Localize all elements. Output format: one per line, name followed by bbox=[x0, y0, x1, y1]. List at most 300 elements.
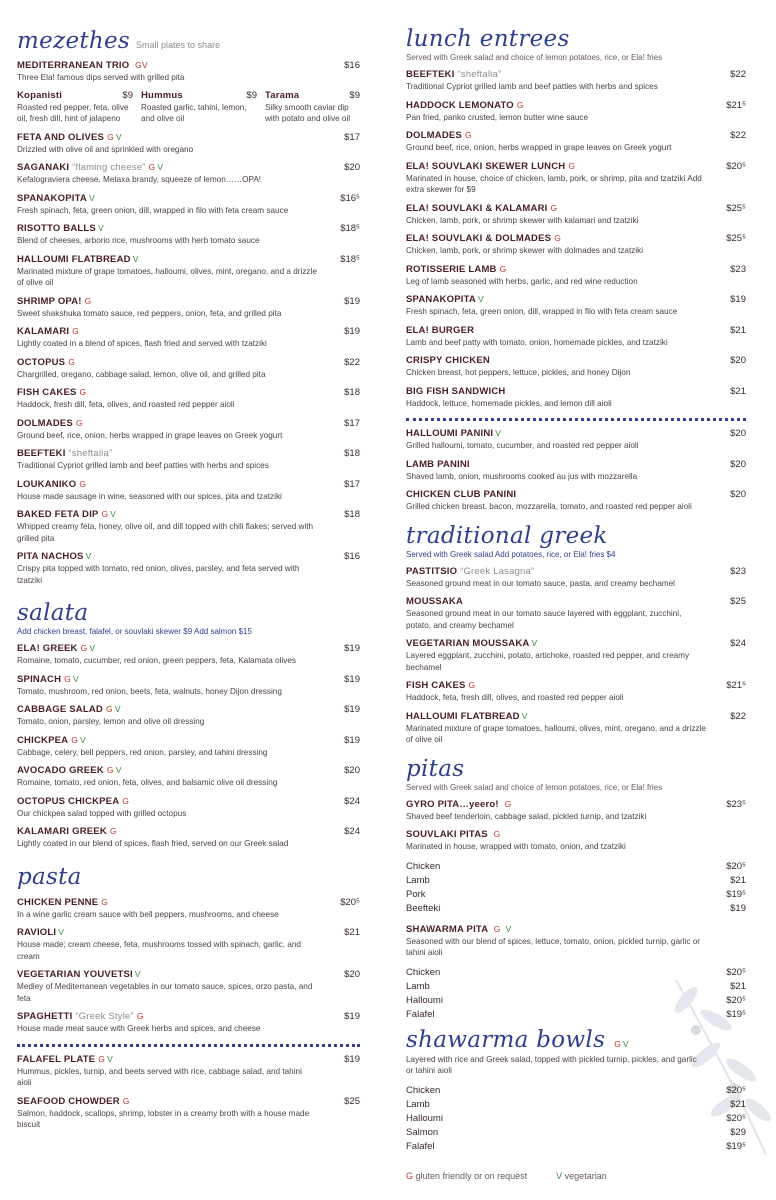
section-title: salata bbox=[17, 600, 89, 626]
item-description: House made sausage in wine, seasoned with our spices, pita and tzatziki bbox=[17, 491, 282, 501]
menu-item bbox=[17, 897, 360, 921]
item-name-row bbox=[17, 479, 360, 490]
gluten-badge: G bbox=[109, 826, 117, 836]
section-title: pitas bbox=[406, 755, 465, 782]
item-name-row bbox=[17, 509, 360, 520]
lunch-note: Served with Greek salad and choice of lemon potatoes, rice, or Ela! fries bbox=[406, 53, 663, 62]
option-price: $21 bbox=[730, 980, 746, 992]
vegetarian-badge: V bbox=[495, 428, 502, 438]
item-name: CHICKEN CLUB PANINI bbox=[406, 489, 517, 500]
item-name-row bbox=[17, 735, 360, 746]
item-name-row bbox=[17, 927, 360, 938]
menu-item bbox=[406, 711, 746, 746]
item-price: $24 bbox=[344, 826, 360, 837]
item-description: Lightly coated in a blend of spices, flash fried and served with tzatziki bbox=[17, 339, 267, 348]
item-description: Fresh spinach, feta, green onion, dill, wrapped in filo with feta cream sauce bbox=[17, 205, 289, 215]
item-name: BEEFTEKI bbox=[406, 69, 455, 80]
item-price: $20⁵ bbox=[726, 160, 746, 172]
vegetarian-badge: V bbox=[157, 162, 164, 172]
item-description: Chicken, lamb, pork, or shrimp skewer with kalamari and tzatziki bbox=[406, 215, 639, 225]
option-row bbox=[406, 903, 746, 917]
item-name-row bbox=[406, 69, 746, 80]
item-name-row bbox=[17, 674, 360, 685]
item-price: $22 bbox=[730, 130, 746, 141]
bowls-description: Layered with rice and Greek salad, topped with pickled turnip, pickles, and garlic or tahini aioli bbox=[406, 1054, 697, 1075]
vegetarian-badge: V bbox=[132, 253, 139, 264]
menu-item-shawarma-pita bbox=[406, 924, 746, 959]
item-description: House made meat sauce with Greek herbs and spices, and cheese bbox=[17, 1024, 261, 1033]
vegetarian-badge: V bbox=[107, 1053, 113, 1064]
item-name-row bbox=[406, 233, 746, 244]
gluten-badge: G bbox=[79, 478, 87, 489]
item-name-row bbox=[17, 1054, 360, 1065]
menu-item bbox=[17, 735, 360, 759]
option-row bbox=[406, 889, 746, 903]
item-description: Pan fried, panko crusted, lemon butter wine sauce bbox=[406, 112, 589, 122]
item-name-row bbox=[17, 765, 360, 776]
option-label: Lamb bbox=[406, 874, 430, 886]
item-description: Medley of Mediterranean vegetables in our tomato sauce, spices, orzo pasta, and feta bbox=[17, 982, 313, 1003]
section-title: lunch entrees bbox=[406, 26, 570, 52]
item-name: SHRIMP OPA! bbox=[17, 295, 82, 307]
item-name-row bbox=[406, 130, 746, 141]
item-name: VEGETARIAN MOUSSAKA bbox=[406, 638, 530, 649]
option-row bbox=[406, 1113, 746, 1127]
item-subtitle: “Greek Style” bbox=[75, 1011, 134, 1022]
item-name-row bbox=[406, 638, 746, 649]
menu-item bbox=[406, 203, 746, 227]
pitas-header bbox=[406, 756, 746, 782]
menu-item bbox=[17, 969, 360, 1004]
item-name-row bbox=[17, 826, 360, 837]
item-name: FALAFEL PLATE bbox=[17, 1053, 96, 1065]
option-price: $19⁵ bbox=[726, 1140, 746, 1152]
item-name-row bbox=[17, 254, 360, 265]
menu-item bbox=[17, 509, 360, 544]
dip-tarama bbox=[265, 90, 360, 125]
item-description: Haddock, lettuce, homemade pickles, and lemon dill aioli bbox=[406, 398, 612, 408]
option-row bbox=[406, 995, 746, 1009]
item-price: $19 bbox=[344, 1053, 360, 1065]
menu-item bbox=[406, 161, 746, 196]
gluten-badge: G bbox=[148, 162, 156, 172]
item-name: SEAFOOD CHOWDER bbox=[17, 1095, 120, 1107]
option-price: $21 bbox=[730, 1098, 746, 1110]
item-price: $19 bbox=[344, 326, 360, 337]
option-label: Pork bbox=[406, 888, 426, 900]
item-price: $25⁵ bbox=[726, 202, 746, 214]
menu-item bbox=[17, 551, 360, 586]
gluten-badge: G bbox=[79, 387, 87, 397]
item-description: Grilled chicken breast, bacon, mozzarella, tomato, and roasted red pepper aioli bbox=[406, 502, 692, 511]
item-name: VEGETARIAN YOUVETSI bbox=[17, 969, 133, 980]
item-description: Chargrilled, oregano, cabbage salad, lemon, olive oil, and grilled pita bbox=[17, 369, 266, 379]
dip-description: Roasted garlic, tahini, lemon, and olive oil bbox=[141, 102, 247, 123]
option-price: $19⁵ bbox=[726, 1008, 746, 1020]
gluten-badge: G bbox=[614, 1038, 621, 1049]
dip-hummus bbox=[141, 90, 265, 125]
item-description: Tomato, mushroom, red onion, beets, feta, walnuts, honey Dijon dressing bbox=[17, 686, 282, 696]
item-price: $21 bbox=[730, 324, 746, 336]
item-description: Marinated in house, wrapped with tomato, onion, and tzatziki bbox=[406, 842, 626, 851]
option-label: Falafel bbox=[406, 1008, 435, 1020]
option-row bbox=[406, 1085, 746, 1099]
item-name-row bbox=[17, 132, 360, 143]
item-name: RAVIOLI bbox=[17, 927, 57, 938]
item-name: DOLMADES bbox=[17, 417, 73, 429]
section-divider bbox=[17, 1044, 360, 1047]
vegetarian-badge: V bbox=[521, 710, 528, 721]
item-price: $23⁵ bbox=[726, 798, 746, 810]
option-row bbox=[406, 981, 746, 995]
shawarma-options bbox=[406, 967, 746, 1023]
option-row bbox=[406, 875, 746, 889]
item-description: Lamb and beef patty with tomato, onion, homemade pickles, and tzatziki bbox=[406, 337, 668, 347]
menu-item bbox=[406, 596, 746, 631]
menu-item bbox=[17, 387, 360, 411]
item-name-row bbox=[406, 596, 746, 607]
option-row bbox=[406, 967, 746, 981]
item-name-row bbox=[17, 162, 360, 173]
item-price: $20 bbox=[730, 355, 746, 366]
item-description: Layered eggplant, zucchini, potato, artichoke, roasted red pepper, and creamy bechamel bbox=[406, 651, 690, 672]
menu-item-souvlaki-pitas bbox=[406, 829, 746, 853]
option-label: Falafel bbox=[406, 1140, 435, 1152]
option-price: $19 bbox=[730, 902, 746, 914]
item-description: Marinated mixture of grape tomatoes, halloumi, olives, mint, oregano, and a drizzle of olive oil bbox=[406, 723, 706, 744]
gluten-badge: G bbox=[493, 829, 501, 839]
dip-price: $9 bbox=[246, 89, 257, 101]
item-name-row bbox=[406, 566, 746, 577]
menu-item-gyro-pita bbox=[406, 799, 746, 823]
item-description: Seasoned ground meat in our tomato sauce, pasta, and creamy bechamel bbox=[406, 578, 675, 588]
menu-item bbox=[17, 418, 360, 442]
gluten-legend-label: gluten friendly or on request bbox=[415, 1171, 528, 1181]
gluten-badge: G bbox=[493, 923, 501, 934]
traditional-list bbox=[406, 566, 746, 746]
option-row bbox=[406, 861, 746, 875]
menu-item bbox=[406, 264, 746, 288]
item-price: $18⁵ bbox=[340, 253, 360, 265]
gluten-badge: G bbox=[106, 765, 114, 775]
menu-item bbox=[17, 796, 360, 820]
item-price: $19 bbox=[344, 673, 360, 685]
item-name: KALAMARI bbox=[17, 326, 70, 337]
item-price: $21⁵ bbox=[726, 99, 746, 111]
dip-name: Kopanisti bbox=[17, 89, 63, 101]
item-description: Leg of lamb seasoned with herbs, garlic, and red wine reduction bbox=[406, 276, 638, 286]
menu-item bbox=[17, 296, 360, 320]
item-price: $22 bbox=[730, 710, 746, 722]
item-subtitle: “sheftalia” bbox=[68, 448, 113, 459]
item-price: $18⁵ bbox=[340, 223, 360, 234]
option-price: $29 bbox=[730, 1126, 746, 1138]
item-name: LOUKANIKO bbox=[17, 478, 77, 490]
item-name: MOUSSAKA bbox=[406, 596, 464, 607]
menu-item bbox=[17, 193, 360, 217]
option-row bbox=[406, 1009, 746, 1023]
item-description: Traditional Cypriot grilled lamb and beef patties with herbs and spices bbox=[17, 461, 269, 470]
item-price: $25⁵ bbox=[726, 233, 746, 244]
item-description: Seasoned ground meat in our tomato sauce layered with eggplant, zucchini, potato, and creamy bechamel bbox=[406, 609, 682, 630]
gluten-legend-mark: G bbox=[406, 1171, 414, 1181]
menu-item bbox=[17, 162, 360, 186]
menu-item-mediterranean-trio bbox=[17, 60, 360, 125]
gluten-badge: G bbox=[98, 1053, 106, 1064]
item-price: $25 bbox=[344, 1095, 360, 1107]
item-name-row bbox=[406, 325, 746, 336]
item-description: Our chickpea salad topped with grilled octopus bbox=[17, 808, 187, 818]
item-price: $18 bbox=[344, 509, 360, 520]
item-name: LAMB PANINI bbox=[406, 458, 470, 470]
item-price: $17 bbox=[344, 478, 360, 490]
item-description: Traditional Cypriot grilled lamb and beef patties with herbs and spices bbox=[406, 82, 658, 91]
item-name-row bbox=[17, 296, 360, 307]
option-label: Chicken bbox=[406, 966, 441, 978]
salata-header bbox=[17, 600, 360, 626]
item-name: SPANAKOPITA bbox=[406, 294, 476, 305]
item-name-row bbox=[406, 386, 746, 397]
menu-item bbox=[406, 566, 746, 590]
item-name: OCTOPUS CHICKPEA bbox=[17, 795, 120, 807]
item-name: AVOCADO GREEK bbox=[17, 765, 104, 776]
item-price: $17 bbox=[344, 131, 360, 143]
gluten-badge: G bbox=[499, 263, 507, 274]
item-name: ELA! SOUVLAKI & DOLMADES bbox=[406, 233, 552, 244]
item-name-row bbox=[406, 680, 746, 691]
menu-item bbox=[17, 927, 360, 962]
gluten-badge: G bbox=[71, 734, 79, 745]
menu-item bbox=[406, 680, 746, 704]
item-name: BIG FISH SANDWICH bbox=[406, 385, 506, 397]
dip-name: Tarama bbox=[265, 89, 300, 101]
item-description: Salmon, haddock, scallops, shrimp, lobster in a creamy broth with a house made biscuit bbox=[17, 1108, 310, 1129]
item-description: Romaine, tomato, red onion, feta, olives, and balsamic olive oil dressing bbox=[17, 778, 278, 787]
gluten-badge: G bbox=[107, 131, 114, 142]
dip-description: Silky smooth caviar dip with potato and olive oil bbox=[265, 102, 351, 123]
option-price: $19⁵ bbox=[726, 888, 746, 900]
pasta-extras-list bbox=[17, 1054, 360, 1131]
item-description: Kefalograviera cheese, Metaxa brandy, squeeze of lemon……OPA! bbox=[17, 175, 262, 184]
item-price: $20 bbox=[344, 969, 360, 980]
vegetarian-badge: V bbox=[85, 551, 92, 561]
option-price: $20⁵ bbox=[726, 1112, 746, 1124]
item-price: $23 bbox=[730, 565, 746, 577]
item-name-row bbox=[17, 223, 360, 234]
menu-item bbox=[17, 704, 360, 728]
gluten-badge: G bbox=[568, 160, 576, 171]
item-name-row bbox=[406, 489, 746, 500]
menu-item bbox=[17, 326, 360, 350]
option-label: Chicken bbox=[406, 860, 441, 872]
item-price: $16 bbox=[344, 551, 360, 562]
pasta-list bbox=[17, 897, 360, 1035]
item-description: Grilled halloumi, tomato, cucumber, and roasted red pepper aioli bbox=[406, 441, 639, 450]
item-description: Romaine, tomato, cucumber, red onion, green peppers, feta, Kalamata olives bbox=[17, 656, 296, 665]
item-price: $19 bbox=[344, 704, 360, 715]
menu-item bbox=[17, 1096, 360, 1131]
item-description: Shaved lamb, onion, mushrooms cooked au jus with mozzarella bbox=[406, 471, 638, 481]
menu-item bbox=[17, 1011, 360, 1035]
item-name-row bbox=[406, 355, 746, 366]
item-price: $21 bbox=[730, 385, 746, 397]
item-name: HALLOUMI FLATBREAD bbox=[406, 710, 520, 722]
vegetarian-badge: V bbox=[622, 1038, 629, 1049]
vegetarian-badge: V bbox=[134, 969, 141, 979]
item-description: Crispy pita topped with tomato, red onion, olives, parsley, and feta served with tzatziki bbox=[17, 564, 300, 585]
bowls-options bbox=[406, 1085, 746, 1155]
vegetarian-badge: V bbox=[477, 294, 484, 304]
item-price: $19 bbox=[344, 734, 360, 746]
item-description: Chicken breast, hot peppers, lettuce, pickles, and honey Dijon bbox=[406, 368, 631, 377]
item-name-row bbox=[406, 459, 746, 470]
item-name: DOLMADES bbox=[406, 130, 462, 141]
option-row bbox=[406, 1141, 746, 1155]
pitas-note: Served with Greek salad and choice of lemon potatoes, rice, or Ela! fries bbox=[406, 782, 663, 792]
gluten-badge: G bbox=[68, 356, 76, 367]
menu-item bbox=[406, 294, 746, 318]
vegetarian-legend-mark: V bbox=[556, 1171, 563, 1181]
gluten-badge: G bbox=[554, 233, 562, 243]
lunch-list bbox=[406, 69, 746, 409]
vegetarian-legend-label: vegetarian bbox=[564, 1171, 607, 1181]
item-description: Chicken, lamb, pork, or shrimp skewer with dolmades and tzatziki bbox=[406, 246, 644, 255]
gluten-badge: G bbox=[106, 704, 113, 714]
item-price: $17 bbox=[344, 417, 360, 429]
menu-item bbox=[406, 325, 746, 349]
item-price: $20 bbox=[344, 765, 360, 776]
item-subtitle: “flaming cheese” bbox=[72, 162, 146, 173]
item-price: $22 bbox=[730, 69, 746, 80]
section-divider bbox=[406, 418, 746, 421]
item-name-row bbox=[17, 1011, 360, 1022]
item-name: ELA! SOUVLAKI SKEWER LUNCH bbox=[406, 160, 566, 172]
item-name-row bbox=[17, 796, 360, 807]
item-price: $16⁵ bbox=[340, 192, 360, 204]
item-price: $21⁵ bbox=[726, 680, 746, 691]
item-name: ELA! BURGER bbox=[406, 324, 475, 336]
menu-item bbox=[17, 479, 360, 503]
item-name-row bbox=[17, 969, 360, 980]
item-description: Haddock, fresh dill, feta, olives, and roasted red pepper aioli bbox=[17, 400, 235, 409]
vegetarian-badge: V bbox=[531, 638, 538, 648]
option-label: Salmon bbox=[406, 1126, 439, 1138]
right-column bbox=[406, 0, 746, 1155]
trio-dips bbox=[17, 90, 360, 125]
item-name-row bbox=[17, 448, 360, 459]
item-name-row bbox=[406, 294, 746, 305]
item-description: Haddock, feta, fresh dill, olives, and roasted red pepper aioli bbox=[406, 693, 624, 702]
gluten-badge: G bbox=[72, 326, 80, 336]
item-description: Marinated in house, choice of chicken, lamb, pork, or shrimp, pita and tzatziki Add extra skewer for $9 bbox=[406, 173, 702, 194]
section-title: shawarma bowls bbox=[406, 1026, 606, 1053]
item-price: $18 bbox=[344, 448, 360, 459]
item-description: Cabbage, celery, bell peppers, red onion, parsley, and tahini dressing bbox=[17, 747, 268, 757]
item-name-row bbox=[406, 203, 746, 214]
gluten-badge: G bbox=[504, 798, 512, 809]
menu-item bbox=[406, 130, 746, 154]
menu-item bbox=[17, 132, 360, 156]
item-description: Lightly coated in our blend of spices, flash fried, served on our Greek salad bbox=[17, 839, 289, 848]
option-label: Lamb bbox=[406, 980, 430, 992]
salata-note: Add chicken breast, falafel, or souvlaki skewer $9 Add salmon $15 bbox=[17, 627, 252, 636]
option-label: Lamb bbox=[406, 1098, 430, 1110]
option-price: $21 bbox=[730, 874, 746, 886]
option-row bbox=[406, 1127, 746, 1141]
gluten-badge: G bbox=[64, 673, 71, 684]
menu-item bbox=[406, 233, 746, 257]
option-label: Beefteki bbox=[406, 902, 441, 914]
item-name-row bbox=[17, 326, 360, 337]
item-name-row bbox=[406, 100, 746, 111]
item-name: SPAGHETTI bbox=[17, 1011, 73, 1022]
item-name: OCTOPUS bbox=[17, 356, 66, 368]
item-name: BAKED FETA DIP bbox=[17, 509, 99, 520]
item-name: ELA! GREEK bbox=[17, 643, 78, 654]
item-price: $24 bbox=[730, 638, 746, 649]
menu-item bbox=[406, 489, 746, 513]
vegetarian-badge: V bbox=[114, 704, 121, 714]
dip-price: $9 bbox=[122, 89, 133, 101]
option-label: Chicken bbox=[406, 1084, 441, 1096]
item-description: Marinated mixture of grape tomatoes, halloumi, olives, mint, oregano, and a drizzle of olive oil bbox=[17, 266, 317, 287]
item-name: SAGANAKI bbox=[17, 162, 70, 173]
item-name: FISH CAKES bbox=[406, 680, 466, 691]
item-price: $19 bbox=[730, 294, 746, 305]
item-subtitle: “sheftalia” bbox=[457, 69, 502, 80]
item-name: RISOTTO BALLS bbox=[17, 223, 96, 234]
item-description: Hummus, pickles, turnip, and beets served with rice, cabbage salad, and tahini aioli bbox=[17, 1066, 302, 1087]
dip-kopanisti bbox=[17, 90, 141, 125]
vegetarian-badge: V bbox=[88, 192, 95, 203]
item-name: SHAWARMA PITA bbox=[406, 923, 488, 935]
item-description: Seasoned with our blend of spices, lettuce, tomato, onion, pickled turnip, garlic or tahini aioli bbox=[406, 936, 701, 957]
item-name: GYRO PITA…yeero! bbox=[406, 798, 499, 810]
item-description: Three Ela! famous dips served with grilled pita bbox=[17, 73, 185, 82]
item-name: FISH CAKES bbox=[17, 387, 77, 398]
lunch-header bbox=[406, 26, 746, 52]
menu-item bbox=[17, 1054, 360, 1089]
item-name-row bbox=[17, 1096, 360, 1107]
item-subtitle: “Greek Lasagna” bbox=[460, 565, 535, 577]
menu-item bbox=[17, 223, 360, 247]
item-name: KALAMARI GREEK bbox=[17, 826, 107, 837]
item-description: Ground beef, rice, onion, herbs wrapped in grape leaves on Greek yogurt bbox=[17, 430, 283, 440]
menu-item bbox=[17, 357, 360, 381]
menu-item bbox=[406, 386, 746, 410]
traditional-note: Served with Greek salad Add potatoes, rice, or Ela! fries $4 bbox=[406, 549, 616, 559]
item-description: Shaved beef tenderloin, cabbage salad, pickled turnip, and tzatziki bbox=[406, 811, 647, 821]
item-name: FETA AND OLIVES bbox=[17, 131, 105, 143]
section-title: pasta bbox=[17, 863, 82, 890]
gluten-badge: G bbox=[550, 202, 558, 213]
menu-item bbox=[406, 355, 746, 379]
vegetarian-badge: V bbox=[505, 923, 512, 934]
item-name-row bbox=[17, 551, 360, 562]
item-price: $21 bbox=[344, 927, 360, 938]
item-price: $19 bbox=[344, 643, 360, 654]
bowls-header bbox=[406, 1027, 746, 1053]
vegetarian-badge: V bbox=[72, 673, 79, 684]
item-price: $23 bbox=[730, 263, 746, 275]
item-price: $22 bbox=[344, 356, 360, 368]
mezethes-header bbox=[17, 28, 360, 54]
gluten-badge: G bbox=[101, 896, 109, 907]
menu-item bbox=[17, 448, 360, 472]
vegetarian-badge: V bbox=[58, 927, 65, 937]
item-price: $20 bbox=[730, 489, 746, 500]
item-name: ROTISSERIE LAMB bbox=[406, 263, 497, 275]
